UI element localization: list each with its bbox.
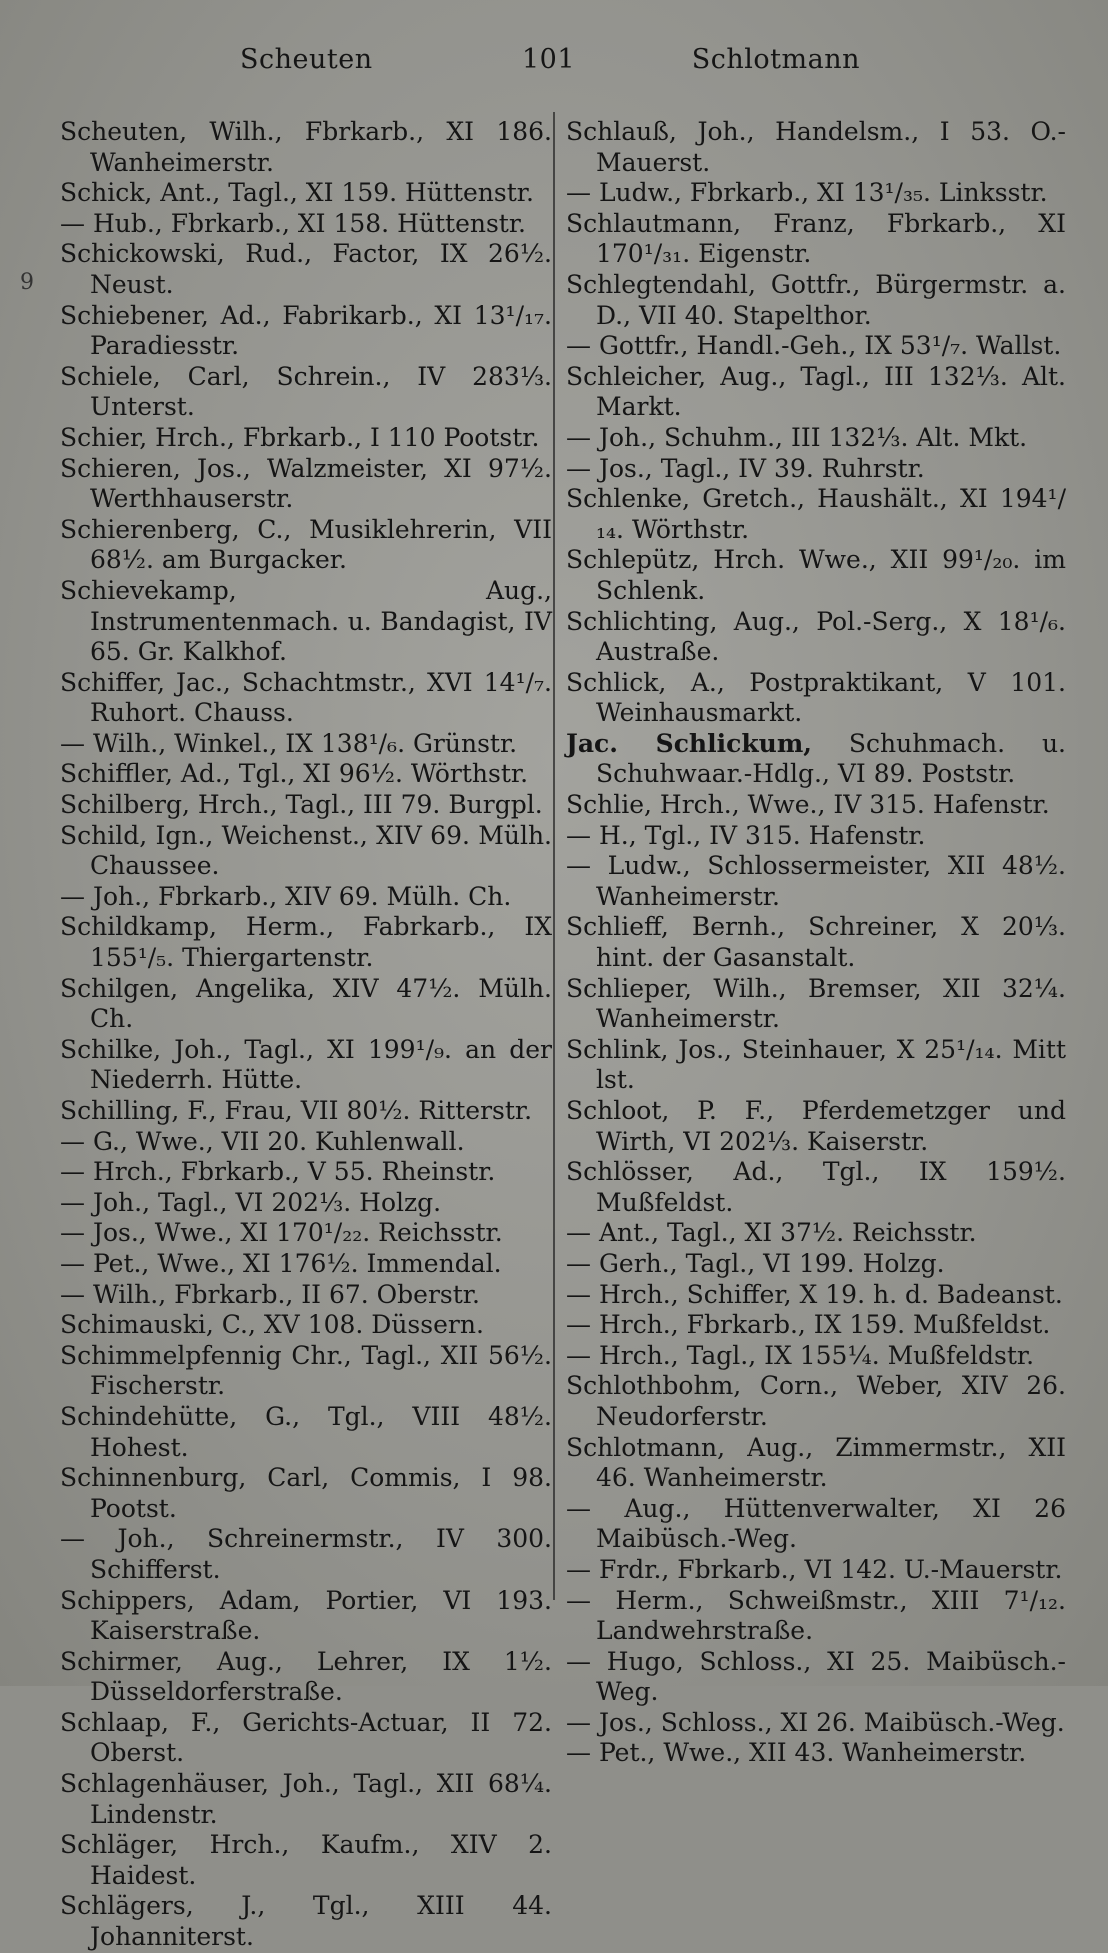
directory-entry: Schilgen, Angelika, XIV 47½. Mülh. Ch. xyxy=(60,973,552,1034)
directory-entry xyxy=(566,209,1066,270)
entry-text: Schlichting, Aug., Pol.-Serg., X 18¹/₆. Austraße. xyxy=(566,606,1066,667)
directory-entry: Schilke, Joh., Tagl., XI 199¹/₉. an der Niederrh. Hütte. xyxy=(60,1034,552,1095)
entry-text: Schlink, Jos., Steinhauer, X 25¹/₁₄. Mitt lst. xyxy=(566,1034,1066,1095)
directory-entry xyxy=(566,270,1066,331)
entry-text: Schlenke, Gretch., Haushält., XI 194¹/₁₄. Wörthstr. xyxy=(566,484,1066,544)
directory-entry xyxy=(566,1157,1066,1218)
directory-entry: Schierenberg, C., Musiklehrerin, VII 68½. am Burgacker. xyxy=(60,514,552,575)
entry-text: — Frdr., Fbrkarb., VI 142. U.-Mauerstr. xyxy=(566,1554,1063,1584)
entry-text: Schleicher, Aug., Tagl., III 132⅓. Alt. Markt. xyxy=(566,361,1066,422)
directory-entry: Schindehütte, G., Tgl., VIII 48½. Hohest. xyxy=(60,1401,552,1462)
entry-text: Schlautmann, Franz, Fbrkarb., XI 170¹/₃₁. Eigenstr. xyxy=(566,208,1066,269)
directory-entry xyxy=(566,1280,1066,1311)
directory-entry xyxy=(566,1371,1066,1432)
entry-text: Schlieper, Wilh., Bremser, XII 32¼. Wanheimerstr. xyxy=(566,973,1066,1034)
directory-entry: Schievekamp, Aug., Instrumentenmach. u. Bandagist, IV 65. Gr. Kalkhof. xyxy=(60,575,552,667)
directory-entry: Schippers, Adam, Portier, VI 193. Kaiserstraße. xyxy=(60,1585,552,1646)
entry-text: — Herm., Schweißmstr., XIII 7¹/₁₂. Landwehrstraße. xyxy=(566,1585,1066,1646)
directory-entry: Scheuten, Wilh., Fbrkarb., XI 186. Wanheimerstr. xyxy=(60,117,552,177)
entry-text: — Hrch., Schiffer, X 19. h. d. Badeanst. xyxy=(566,1279,1063,1309)
directory-entry xyxy=(566,1310,1066,1341)
directory-entry xyxy=(566,607,1066,668)
entry-text: — Gerh., Tagl., VI 199. Holzg. xyxy=(566,1248,945,1278)
directory-entry: Schilling, F., Frau, VII 80½. Ritterstr. xyxy=(60,1096,533,1125)
directory-entry: Schinnenburg, Carl, Commis, I 98. Pootst. xyxy=(60,1463,552,1523)
directory-entry: Schiffler, Ad., Tgl., XI 96½. Wörthstr. xyxy=(60,759,529,789)
directory-entry xyxy=(566,1433,1066,1494)
directory-entry xyxy=(566,974,1066,1035)
directory-entry: — Hub., Fbrkarb., XI 158. Hüttenstr. xyxy=(60,208,526,238)
directory-entry: Schlägers, J., Tgl., XIII 44. Johanniterst. xyxy=(60,1891,552,1952)
directory-entry xyxy=(566,821,1066,852)
directory-entry: Schläger, Hrch., Kaufm., XIV 2. Haidest. xyxy=(60,1830,552,1890)
entry-text: Schlie, Hrch., Wwe., IV 315. Hafenstr. xyxy=(566,790,1050,820)
entry-text: — Ludw., Fbrkarb., XI 13¹/₃₅. Linksstr. xyxy=(566,178,1048,208)
entry-text: Schlepütz, Hrch. Wwe., XII 99¹/₂₀. im Schlenk. xyxy=(566,545,1066,605)
directory-entry xyxy=(566,912,1066,973)
directory-entry xyxy=(566,1647,1066,1708)
directory-entry xyxy=(566,423,1066,454)
directory-entry: — Hrch., Fbrkarb., V 55. Rheinstr. xyxy=(60,1157,496,1187)
entry-text: Schlösser, Ad., Tgl., IX 159½. Mußfeldst. xyxy=(566,1157,1066,1217)
directory-entry xyxy=(566,1555,1066,1586)
entry-text: — Jos., Tagl., IV 39. Ruhrstr. xyxy=(566,453,925,483)
header-first-name: Scheuten xyxy=(240,44,373,75)
right-column xyxy=(566,117,1066,1769)
directory-entry: — Pet., Wwe., XI 176½. Immendal. xyxy=(60,1248,502,1278)
page-number: 101 xyxy=(522,44,576,75)
entry-text: — Aug., Hüttenverwalter, XI 26 Maibüsch.-Weg. xyxy=(566,1493,1066,1554)
directory-entry xyxy=(566,545,1066,606)
directory-entry xyxy=(566,790,1066,821)
directory-entry xyxy=(566,851,1066,912)
directory-entry xyxy=(566,331,1066,362)
directory-entry xyxy=(566,454,1066,485)
directory-entry: Schimmelpfennig Chr., Tagl., XII 56½. Fischerstr. xyxy=(60,1340,552,1401)
entry-text: — Joh., Schuhm., III 132⅓. Alt. Mkt. xyxy=(566,422,1028,452)
entry-text: — Ant., Tagl., XI 37½. Reichsstr. xyxy=(566,1218,977,1248)
directory-entry xyxy=(566,1035,1066,1096)
directory-entry: Schickowski, Rud., Factor, IX 26½. Neust. xyxy=(60,239,552,299)
directory-entry xyxy=(566,1249,1066,1280)
directory-entry xyxy=(566,729,1066,790)
advertiser-name: Jac. Schlickum, xyxy=(566,728,812,758)
directory-entry: — Wilh., Fbrkarb., II 67. Oberstr. xyxy=(60,1279,480,1309)
entry-text: Schlothbohm, Corn., Weber, XIV 26. Neudorferstr. xyxy=(566,1371,1066,1431)
directory-entry xyxy=(566,117,1066,178)
column-divider xyxy=(553,112,555,1600)
entry-text: — H., Tgl., IV 315. Hafenstr. xyxy=(566,820,926,850)
directory-entry: — Wilh., Winkel., IX 138¹/₆. Grünstr. xyxy=(60,728,518,758)
entry-text: — Ludw., Schlossermeister, XII 48½. Wanheimerstr. xyxy=(566,851,1066,911)
entry-text: — Hrch., Tagl., IX 155¼. Mußfeldstr. xyxy=(566,1340,1035,1370)
entry-text: Schuhmach. u. Schuhwaar.-Hdlg., VI 89. Poststr. xyxy=(596,728,1066,789)
entry-text: Schlotmann, Aug., Zimmermstr., XII 46. Wanheimerstr. xyxy=(566,1432,1066,1493)
directory-entry: — Joh., Schreinermstr., IV 300. Schifferst. xyxy=(60,1524,552,1584)
page-header xyxy=(60,44,1048,84)
directory-entry: Schlagenhäuser, Joh., Tagl., XII 68¼. Lindenstr. xyxy=(60,1769,552,1829)
directory-entry xyxy=(566,668,1066,729)
directory-entry xyxy=(566,1738,1066,1769)
header-last-name: Schlotmann xyxy=(691,44,860,75)
directory-entry: Schiffer, Jac., Schachtmstr., XVI 14¹/₇. Ruhort. Chauss. xyxy=(60,667,552,728)
directory-entry xyxy=(566,1341,1066,1372)
entry-text: Schlieff, Bernh., Schreiner, X 20⅓. hint. der Gasanstalt. xyxy=(566,912,1066,973)
directory-entry: Schieren, Jos., Walzmeister, XI 97½. Werthhauserstr. xyxy=(60,453,552,514)
entry-text: — Jos., Schloss., XI 26. Maibüsch.-Weg. xyxy=(566,1707,1065,1737)
directory-entry: — Joh., Fbrkarb., XIV 69. Mülh. Ch. xyxy=(60,881,512,911)
directory-entry: Schick, Ant., Tagl., XI 159. Hüttenstr. xyxy=(60,178,534,208)
left-column xyxy=(60,117,552,1953)
directory-entry: Schiele, Carl, Schrein., IV 283⅓. Unterst. xyxy=(60,361,552,422)
directory-entry: Schildkamp, Herm., Fabrkarb., IX 155¹/₅. Thiergartenstr. xyxy=(60,912,552,973)
directory-entry: Schlaap, F., Gerichts-Actuar, II 72. Oberst. xyxy=(60,1707,552,1768)
directory-entry: — G., Wwe., VII 20. Kuhlenwall. xyxy=(60,1126,465,1156)
directory-entry: Schirmer, Aug., Lehrer, IX 1½. Düsseldorferstraße. xyxy=(60,1646,552,1707)
directory-entry xyxy=(566,1096,1066,1157)
entry-text: — Gottfr., Handl.-Geh., IX 53¹/₇. Wallst. xyxy=(566,331,1062,361)
directory-entry: Schiebener, Ad., Fabrikarb., XI 13¹/₁₇. Paradiesstr. xyxy=(60,300,552,361)
entry-text: — Pet., Wwe., XII 43. Wanheimerstr. xyxy=(566,1738,1027,1768)
entry-text: Schlauß, Joh., Handelsm., I 53. O.-Mauerst. xyxy=(566,117,1066,177)
directory-entry xyxy=(566,362,1066,423)
directory-entry xyxy=(566,1708,1066,1739)
entry-text: Schlick, A., Postpraktikant, V 101. Weinhausmarkt. xyxy=(566,667,1066,728)
entry-text: — Hugo, Schloss., XI 25. Maibüsch.-Weg. xyxy=(566,1646,1066,1707)
directory-entry xyxy=(566,1218,1066,1249)
directory-entry xyxy=(566,484,1066,545)
directory-entry xyxy=(566,1494,1066,1555)
directory-entry xyxy=(566,178,1066,209)
directory-entry: Schier, Hrch., Fbrkarb., I 110 Pootstr. xyxy=(60,422,540,452)
entry-text: Schlegtendahl, Gottfr., Bürgermstr. a. D., VII 40. Stapelthor. xyxy=(566,269,1066,330)
directory-entry: Schilberg, Hrch., Tagl., III 79. Burgpl. xyxy=(60,790,543,820)
directory-entry: Schild, Ign., Weichenst., XIV 69. Mülh. Chaussee. xyxy=(60,820,552,881)
entry-text: Schloot, P. F., Pferdemetzger und Wirth, VI 202⅓. Kaiserstr. xyxy=(566,1096,1066,1156)
directory-entry: — Joh., Tagl., VI 202⅓. Holzg. xyxy=(60,1187,442,1217)
directory-entry: Schimauski, C., XV 108. Düssern. xyxy=(60,1310,484,1340)
entry-text: — Hrch., Fbrkarb., IX 159. Mußfeldst. xyxy=(566,1310,1051,1340)
directory-entry: — Jos., Wwe., XI 170¹/₂₂. Reichsstr. xyxy=(60,1218,503,1248)
directory-entry xyxy=(566,1586,1066,1647)
margin-pencil-mark: 9 xyxy=(20,270,34,295)
